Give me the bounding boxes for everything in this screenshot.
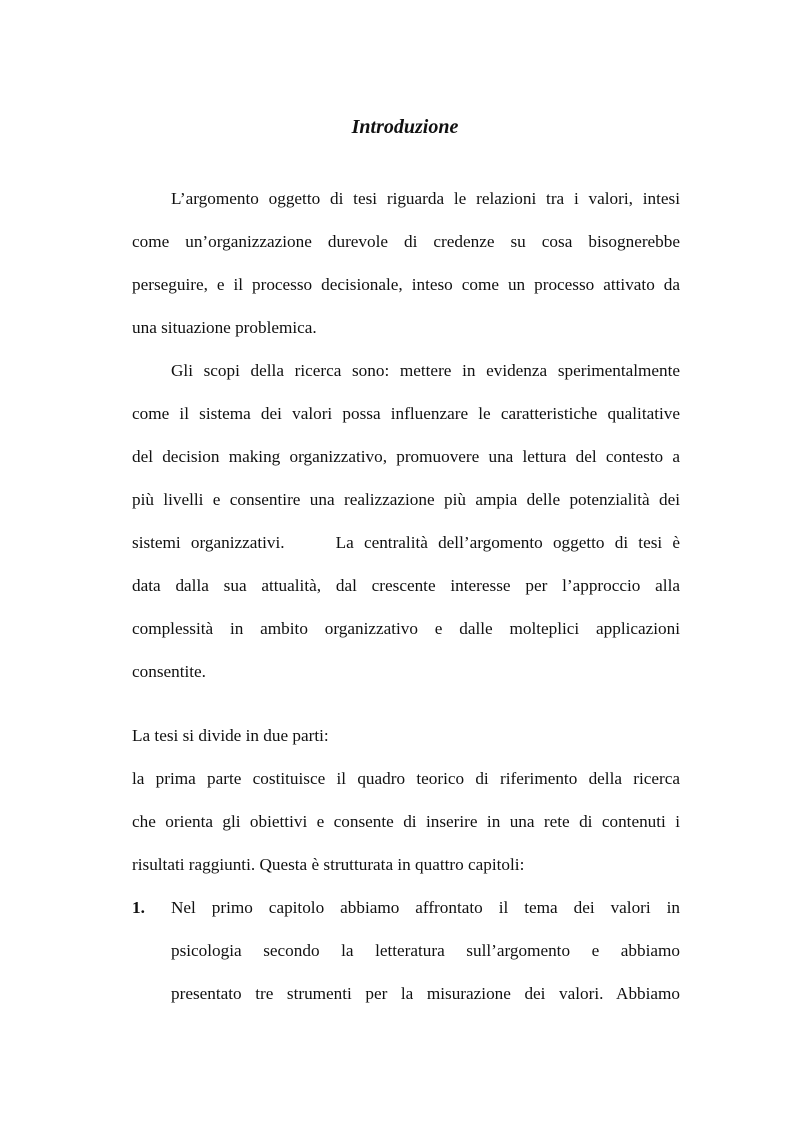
paragraph-line: consentite. [132, 662, 206, 681]
paragraph-line: come un’organizzazione durevole di credenze su cosa bisognerebbe [132, 232, 680, 251]
paragraph-line: la prima parte costituisce il quadro teorico di riferimento della ricerca [132, 769, 680, 788]
paragraph-line: complessità in ambito organizzativo e dalle molteplici applicazioni [132, 619, 680, 638]
paragraph-line [132, 349, 680, 392]
paragraph-line: La tesi si divide in due parti: [132, 726, 329, 745]
paragraph-division [132, 714, 680, 757]
page-title: Introduzione [351, 116, 459, 138]
paragraph-first-part [132, 757, 680, 886]
paragraph-line: una situazione problemica. [132, 318, 317, 337]
paragraph-line: sistemi organizzativi. La centralità dell’argomento oggetto di tesi è [132, 533, 680, 552]
paragraph-line: del decision making organizzativo, promuovere una lettura del contesto a [132, 447, 680, 466]
paragraph-scopes [132, 349, 680, 693]
paragraph-line: data dalla sua attualità, dal crescente interesse per l’approccio alla [132, 576, 680, 595]
list-number: 1. [132, 898, 145, 917]
line-text: L’argomento oggetto di tesi riguarda le relazioni tra i valori, intesi [171, 189, 680, 208]
line-text: Gli scopi della ricerca sono: mettere in evidenza sperimentalmente [171, 361, 680, 380]
paragraph-line: più livelli e consentire una realizzazione più ampia delle potenzialità dei [132, 490, 680, 509]
list-line: presentato tre strumenti per la misurazione dei valori. Abbiamo [171, 984, 680, 1003]
paragraph-line: come il sistema dei valori possa influenzare le caratteristiche qualitative [132, 404, 680, 423]
paragraph-line: risultati raggiunti. Questa è strutturata in quattro capitoli: [132, 855, 525, 874]
paragraph-intro [132, 177, 680, 349]
list-item-body [171, 886, 680, 1015]
list-line: psicologia secondo la letteratura sull’argomento e abbiamo [171, 941, 680, 960]
list-line: Nel primo capitolo abbiamo affrontato il tema dei valori in [171, 898, 680, 917]
paragraph-line [132, 177, 680, 220]
paragraph-line: perseguire, e il processo decisionale, inteso come un processo attivato da [132, 275, 680, 294]
paragraph-line: che orienta gli obiettivi e consente di inserire in una rete di contenuti i [132, 812, 680, 831]
